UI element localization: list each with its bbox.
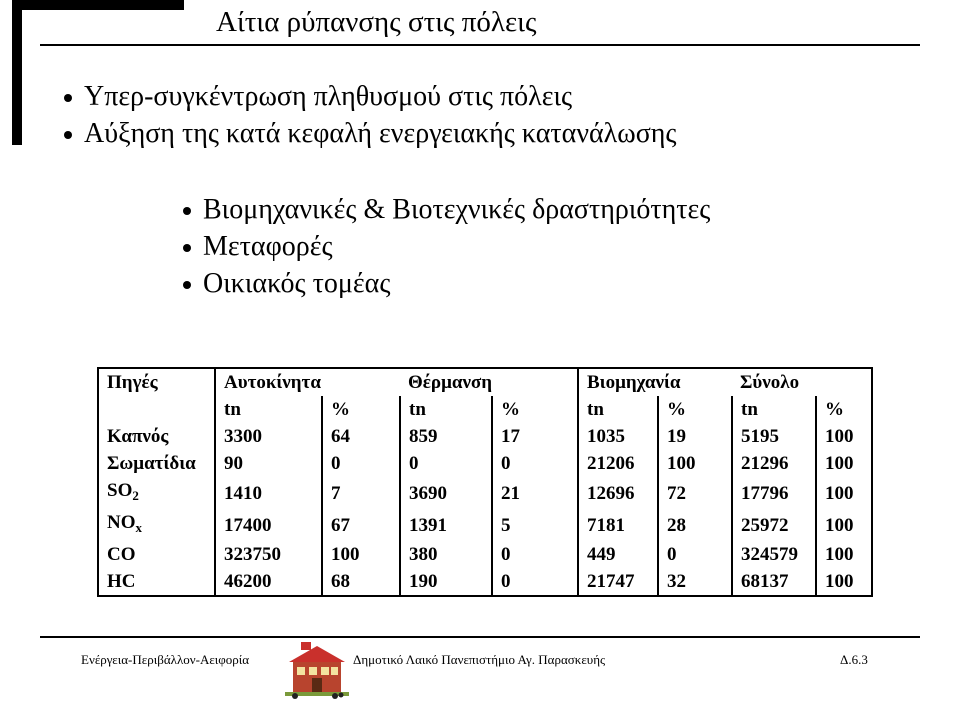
sub-bullet-list [203, 191, 710, 302]
table-row [98, 477, 872, 509]
table-header-row [98, 368, 872, 396]
table-cell: 1410 [215, 477, 322, 509]
table-cell: 1391 [400, 509, 492, 541]
table-cell: 21206 [578, 450, 658, 477]
table-body [98, 423, 872, 596]
table-cell: 21747 [578, 568, 658, 596]
table-cell: 5 [492, 509, 578, 541]
table-cell: 0 [400, 450, 492, 477]
bullet-text: Μεταφορές [203, 231, 333, 262]
footer-center-text: Δημοτικό Λαικό Πανεπιστήμιο Αγ. Παρασκευής [353, 652, 606, 667]
school-building-logo [283, 640, 351, 702]
table-cell: 100 [825, 514, 854, 536]
table-cell: 100 [825, 544, 854, 565]
pollution-sources-table [97, 367, 873, 597]
table-cell: 17400 [215, 509, 322, 541]
table-cell: 64 [322, 423, 400, 450]
table-cell: 28 [658, 509, 732, 541]
table-cell: 67 [322, 509, 400, 541]
unit-cell: % [322, 396, 400, 423]
table-cell: 100 [825, 482, 854, 504]
table-cell: 68 [322, 568, 400, 596]
table-row [98, 450, 872, 477]
table-cell: 25972 [732, 509, 816, 541]
table-cell: 100 [825, 453, 854, 474]
unit-cell: % [492, 396, 578, 423]
table-cell: 190 [400, 568, 492, 596]
bullet-icon [64, 94, 72, 102]
table-cell: 0 [492, 450, 578, 477]
table-cell: 0 [492, 541, 578, 568]
row-label: CO [98, 541, 215, 568]
table-cell: 32 [658, 568, 732, 596]
table-cell: 3300 [215, 423, 322, 450]
table-cell: 19 [658, 423, 732, 450]
table-cell: 46200 [215, 568, 322, 596]
table-row [98, 568, 872, 596]
header-sources: Πηγές [98, 368, 215, 396]
table-cell: 100 [658, 450, 732, 477]
table-cell: 323750 [215, 541, 322, 568]
bullet-item [84, 78, 677, 115]
table-cell: 21 [492, 477, 578, 509]
units-blank [98, 396, 215, 423]
bullet-text: Βιομηχανικές & Βιοτεχνικές δραστηριότητες [203, 194, 711, 225]
unit-cell: tn [578, 396, 658, 423]
table-cell: 72 [658, 477, 732, 509]
table-cell: 12696 [578, 477, 658, 509]
title-rule [40, 44, 920, 46]
bullet-text: Οικιακός τομέας [203, 268, 391, 299]
bullet-item [203, 191, 710, 228]
table-cell: 17796 [732, 477, 816, 509]
table-cell: 0 [322, 450, 400, 477]
bullet-item [203, 265, 710, 302]
table-cell: 100 [825, 426, 854, 447]
slide-title: Αίτια ρύπανσης στις πόλεις [216, 6, 537, 38]
bullet-icon [183, 281, 191, 289]
main-bullet-list [84, 78, 677, 152]
unit-cell: % [658, 396, 732, 423]
table-cell: 21296 [732, 450, 816, 477]
table-cell: 859 [400, 423, 492, 450]
table-cell: 100 [825, 571, 854, 592]
bullet-icon [183, 244, 191, 252]
bullet-item [203, 228, 710, 265]
header-total: Σύνολο [740, 372, 800, 393]
table-cell: 449 [578, 541, 658, 568]
row-label: Καπνός [98, 423, 215, 450]
corner-bar-horizontal [12, 0, 184, 10]
unit-cell: % [825, 399, 844, 420]
table-cell: 380 [400, 541, 492, 568]
header-cars: Αυτοκίνητα [224, 372, 321, 393]
header-heating: Θέρμανση [400, 368, 578, 396]
row-label: Σωματίδια [98, 450, 215, 477]
table-cell: 68137 [732, 568, 816, 596]
footer-left-text: Ενέργεια-Περιβάλλον-Αειφορία [81, 652, 250, 667]
bullet-text: Αύξηση της κατά κεφαλή ενεργειακής κατανάλωσης [84, 118, 677, 149]
table-cell: 0 [658, 541, 732, 568]
table-cell: 100 [322, 541, 400, 568]
table-row [98, 541, 872, 568]
bullet-text: Υπερ-συγκέντρωση πληθυσμού στις πόλεις [84, 81, 573, 112]
bullet-item [84, 115, 677, 152]
corner-bar-vertical [12, 0, 22, 145]
row-label: HC [98, 568, 215, 596]
unit-cell: tn [400, 396, 492, 423]
table-row [98, 509, 872, 541]
table-row [98, 423, 872, 450]
table-cell: 324579 [732, 541, 816, 568]
bullet-icon [183, 207, 191, 215]
header-industry: Βιομηχανία [587, 372, 681, 393]
bullet-icon [64, 131, 72, 139]
unit-cell: tn [732, 396, 816, 423]
table-cell: 7 [322, 477, 400, 509]
table-cell: 3690 [400, 477, 492, 509]
unit-cell: tn [215, 396, 322, 423]
footer-rule [40, 636, 920, 638]
row-label: $NO_x$ [98, 509, 215, 541]
table-units-row [98, 396, 872, 423]
row-label: $SO_2$ [98, 477, 215, 509]
table-cell: 1035 [578, 423, 658, 450]
table-cell: 0 [492, 568, 578, 596]
table-cell: 7181 [578, 509, 658, 541]
table-cell: 5195 [732, 423, 816, 450]
footer-page-number: Δ.6.3 [840, 652, 868, 667]
table-cell: 90 [215, 450, 322, 477]
table-cell: 17 [492, 423, 578, 450]
